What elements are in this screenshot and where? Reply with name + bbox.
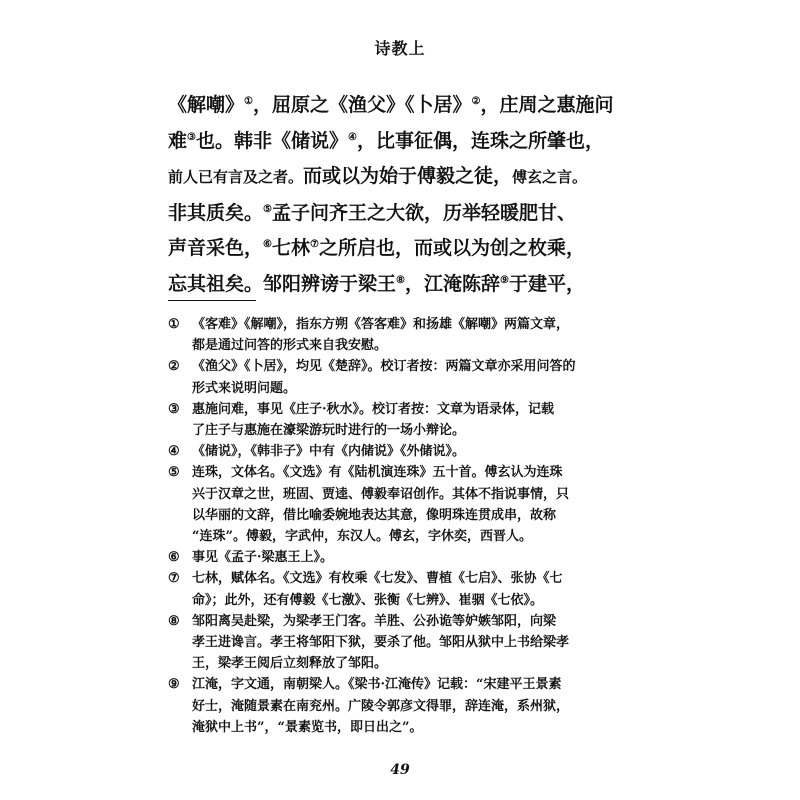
text-segment: 也。韩非《储说》 [195, 129, 348, 152]
footnote-reference: ⑨ [500, 274, 509, 286]
footnote-marker: ⑦ [168, 571, 180, 587]
footnote-line: 形式来说明问题。 [192, 380, 297, 396]
main-text-line [168, 159, 628, 196]
footnote-body [192, 356, 638, 398]
footnote-body [192, 611, 638, 675]
text-segment: ，比事征偶，连珠之所肇也， [356, 129, 604, 152]
main-text-line [168, 267, 628, 303]
footnote-line: 兴于汉章之世，班固、贾逵、傅毅奉诏创作。其体不指说事情，只 [192, 486, 570, 502]
footnote-marker: ③ [168, 401, 180, 417]
footnote-line: 王，梁孝王阅后立刻释放了邹阳。 [192, 656, 388, 672]
footnote-reference: ⑥ [263, 239, 272, 250]
footnote-line: 孝王进谗言。孝王将邹阳下狱，要杀了他。邹阳从狱中上书给梁孝 [192, 635, 570, 651]
text-segment: 《解嘲》 [168, 94, 245, 116]
footnote-line: 惠施问难，事见《庄子·秋水》。校订者按：文章为语录体，记载 [192, 401, 555, 417]
footnote [168, 611, 638, 675]
main-text-line [168, 124, 628, 160]
footnote-line: 命》；此外，还有傅毅《七激》、张衡《七辨》、崔骃《七依》。 [192, 592, 544, 608]
footnote-line: 连珠，文体名。《文选》有《陆机演连珠》五十首。傅玄认为连珠 [192, 465, 563, 481]
text-segment: 而或以为始于傅毅之徒， [303, 165, 513, 187]
text-segment: ，庄周之惠施问 [480, 94, 614, 116]
footnote-line: 好士，淹随景素在南兖州。广陵令郭彦文得罪，辞连淹，系州狱， [192, 698, 570, 714]
footnote-reference: ⑤ [263, 203, 272, 215]
footnote-marker: ⑤ [168, 465, 180, 481]
footnote-marker: ⑧ [168, 613, 180, 629]
footnote [168, 547, 638, 568]
text-segment: 难 [168, 129, 188, 152]
footnote-line: 了庄子与惠施在濠梁游玩时进行的一场小辩论。 [192, 423, 466, 439]
running-header: 诗教上 [374, 39, 426, 58]
footnote-body [192, 674, 638, 738]
main-text-line [168, 231, 628, 267]
page-number: 49 [390, 762, 410, 778]
footnote [168, 462, 638, 547]
footnote-line: 邹阳离吴赴梁，为梁孝王门客。羊胜、公孙诡等妒嫉邹阳，向梁 [192, 613, 557, 629]
text-segment: 七林 [271, 237, 310, 259]
text-segment: 之所启也，而或以为创之枚乘， [318, 237, 585, 259]
footnote-body [192, 547, 638, 568]
text-segment: 声音采色， [168, 237, 264, 259]
footnote-body [192, 441, 638, 462]
footnote-body [192, 314, 638, 356]
footnote-divider [168, 300, 256, 301]
text-segment: ，屈原之《渔父》《卜居》 [252, 94, 472, 116]
text-segment: 非其质矣。 [168, 201, 264, 224]
footnote [168, 356, 638, 398]
main-text-line [168, 196, 628, 232]
footnote-reference: ① [244, 96, 253, 107]
footnote-body [192, 399, 638, 441]
main-text [168, 88, 628, 302]
footnote-line: 《储说》，《韩非子》中有《内储说》《外储说》。 [192, 444, 466, 460]
text-segment: ，江淹陈辞 [404, 272, 500, 295]
footnote-line: “连珠”。傅毅，字武仲，东汉人。傅玄，字休奕，西晋人。 [192, 529, 532, 545]
footnote-line: 以华丽的文辞，借比喻委婉地表达其意，像明珠连贯成串，故称 [192, 507, 557, 523]
text-segment: 于建平， [508, 272, 585, 295]
footnote-line: 七林，赋体名。《文选》有枚乘《七发》、曹植《七启》、张协《七 [192, 571, 563, 587]
footnote [168, 441, 638, 462]
footnote-line: 江淹，字文通，南朝梁人。《梁书·江淹传》记载：“宋建平王景素 [192, 677, 562, 693]
footnote-reference: ③ [187, 131, 196, 143]
footnote [168, 314, 638, 356]
footnote-marker: ④ [168, 444, 180, 460]
footnote-line: 《客难》《解嘲》，指东方朔《答客难》和扬雄《解嘲》两篇文章， [192, 317, 570, 332]
text-segment: 孟子问齐王之大欲，历举轻暖肥甘、 [271, 201, 576, 224]
inline-annotation: 前人已有言及之者。 [168, 168, 304, 186]
footnote-marker: ① [168, 317, 180, 332]
footnote-body [192, 462, 638, 547]
footnote [168, 568, 638, 610]
footnotes [168, 314, 638, 738]
footnote-line: 《渔父》《卜居》，均见《楚辞》。校订者按：两篇文章亦采用问答的 [192, 359, 576, 375]
footnote-marker: ⑨ [168, 677, 180, 693]
footnote-marker: ⑥ [168, 550, 180, 566]
footnote-reference: ④ [348, 131, 357, 143]
footnote-reference: ⑦ [310, 239, 319, 250]
text-segment: 忘其祖矣。邹阳辨谤于梁王 [168, 272, 397, 295]
footnote-line: 淹狱中上书”，“景素览书，即日出之”。 [192, 719, 423, 735]
footnote-body [192, 568, 638, 610]
footnote [168, 674, 638, 738]
footnote-reference: ⑧ [396, 274, 405, 286]
footnote [168, 399, 638, 441]
footnote-line: 事见《孟子·梁惠王上》。 [192, 550, 334, 566]
inline-annotation: 傅玄之言。 [512, 168, 588, 186]
footnote-marker: ② [168, 359, 180, 375]
footnote-reference: ② [471, 96, 481, 107]
footnote-line: 都是通过问答的形式来自我安慰。 [192, 338, 388, 354]
main-text-line [168, 88, 628, 124]
